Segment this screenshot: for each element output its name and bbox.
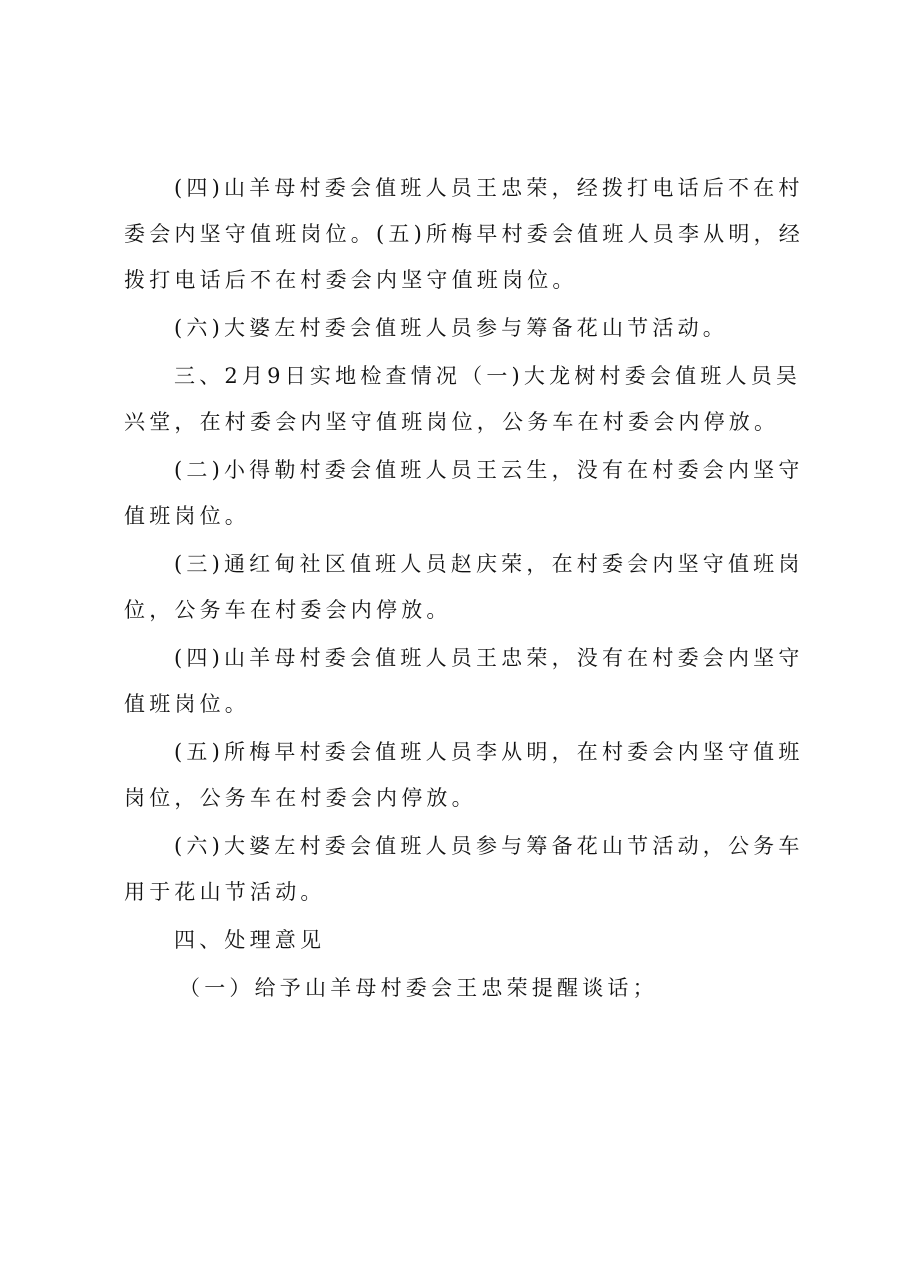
paragraph-1: (四)山羊母村委会值班人员王忠荣，经拨打电话后不在村委会内坚守值班岗位。(五)所梅早村委会值班人员李从明，经拨打电话后不在村委会内坚守值班岗位。 [124,176,804,292]
section-heading-handling-opinion: 四、处理意见 [174,928,326,952]
paragraph-7: (五)所梅早村委会值班人员李从明，在村委会内坚守值班岗位，公务车在村委会内停放。 [124,740,804,810]
paragraph-3: 三、2月9日实地检查情况（一)大龙树村委会值班人员吴兴堂，在村委会内坚守值班岗位，公务车在村委会内停放。 [124,364,802,434]
paragraph-6: (四)山羊母村委会值班人员王忠荣，没有在村委会内坚守值班岗位。 [124,646,804,716]
paragraph-10: （一）给予山羊母村委会王忠荣提醒谈话； [179,976,658,1000]
paragraph-2: (六)大婆左村委会值班人员参与筹备花山节活动。 [174,316,728,340]
paragraph-8: (六)大婆左村委会值班人员参与筹备花山节活动，公务车用于花山节活动。 [124,834,804,904]
paragraph-4: (二)小得勒村委会值班人员王云生，没有在村委会内坚守值班岗位。 [124,458,804,528]
paragraph-5: (三)通红甸社区值班人员赵庆荣，在村委会内坚守值班岗位，公务车在村委会内停放。 [124,552,804,622]
document-body [124,165,804,1013]
